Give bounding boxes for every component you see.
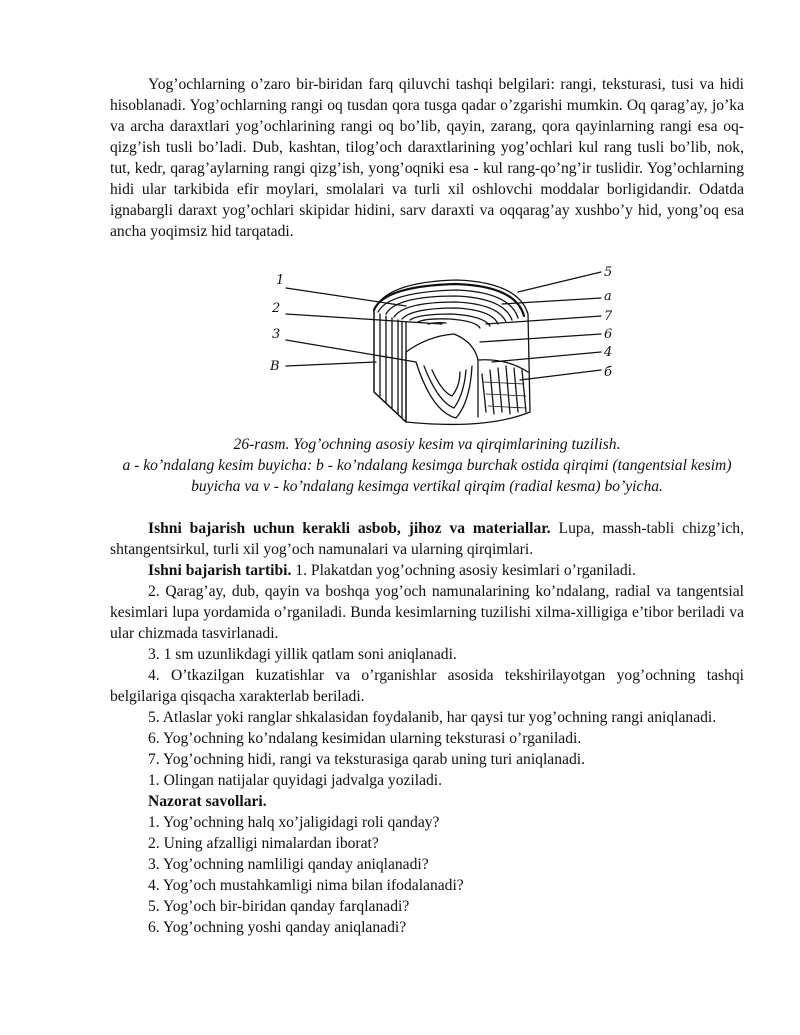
leader-line-3 xyxy=(286,340,416,362)
label-4: 4 xyxy=(604,345,613,360)
step-item: 5. Atlaslar yoki ranglar shkalasidan foydalanib, har qaysi tur yog’ochning rangi aniqlanadi. xyxy=(148,709,717,726)
question-item: 1. Yog’ochning halq xo’jaligidagi roli qanday? xyxy=(148,814,440,831)
figure-caption xyxy=(110,434,744,497)
step-item: 4. O’tkazilgan kuzatishlar va o’rganishlar asosida tekshirilayotgan yog’ochning tashqi belgilariga qisqacha xarakterlab beriladi. xyxy=(110,667,744,705)
tools-paragraph xyxy=(110,518,744,560)
tangential-cut xyxy=(406,334,478,417)
radial-face xyxy=(374,310,406,422)
question-item: 6. Yog’ochning yoshi qanday aniqlanadi? xyxy=(148,919,407,936)
leader-line-4 xyxy=(492,352,601,362)
caption-description: a - ko’ndalang kesim buyicha: b - ko’ndalang kesimga burchak ostida qirqimi (tangentsial kesim) buyicha va v - ko’ndalang kesimga vertikal qirqim (radial kesma) bo’yicha. xyxy=(122,457,732,495)
label-2: 2 xyxy=(272,301,281,316)
question-item: 5. Yog’och bir-biridan qanday farqlanadi? xyxy=(148,898,410,915)
label-5: 5 xyxy=(604,265,613,280)
order-heading: Ishni bajarish tartibi. xyxy=(148,562,292,579)
intro-section xyxy=(110,74,744,242)
label-6b: б xyxy=(604,365,612,380)
label-1: 1 xyxy=(276,273,285,288)
leader-line-6 xyxy=(480,334,601,342)
order-first-step: 1. Plakatdan yog’ochning asosiy kesimlari o’rganiladi. xyxy=(291,562,636,579)
label-b: B xyxy=(270,359,280,374)
leader-line-b xyxy=(286,362,376,366)
question-item: 3. Yog’ochning namliligi qanday aniqlanadi? xyxy=(148,856,429,873)
wood-cross-section-figure xyxy=(256,262,626,434)
procedure-section xyxy=(110,518,744,938)
leader-line-2 xyxy=(286,314,442,324)
question-item: 2. Uning afzalligi nimalardan iborat? xyxy=(148,835,379,852)
leader-line-5 xyxy=(518,272,601,292)
label-3: 3 xyxy=(272,327,281,342)
step-item: 3. 1 sm uzunlikdagi yillik qatlam soni aniqlanadi. xyxy=(148,646,457,663)
intro-paragraph: Yog’ochlarning o’zaro bir-biridan farq qiluvchi tashqi belgilari: rangi, teksturasi, tusi va hidi hisoblanadi. Yog’ochlarning rangi oq tusdan qora tusga qadar o’zgarishi mumkin. Oq qarag’ay, jo’ka va archa daraxtlari yog’ochlarining rangi oq bo’lib, qayin, zarang, qora qayinlarning rangi esa oq-qizg’ish tusli bo’ladi. Dub, kashtan, tilog’och daraxtlarining yog’ochlari kul rang tusli bo’lib, nok, tut, kedr, qarag’aylarning rangi qizg’ish, yong’oqniki esa - kul rang-qo’ng’ir tuslidir. Yog’ochlarning hidi ular tarkibida efir moylari, smolalari va turli xil oshlovchi moddalar borligidandir. Odatda ignabargli daraxt yog’ochlari skipidar hidini, sarv daraxti va oqqarag’ay xushbo’y hid, yong’oq esa ancha yoqimsiz hid tarqatadi. xyxy=(110,76,744,240)
leader-line-a xyxy=(502,298,601,304)
questions-heading-line xyxy=(110,791,744,812)
label-6: 6 xyxy=(604,327,613,342)
tools-text: Lupa, massh-tabli chizg’ich, shtangentsirkul, turli xil yog’och namunalari va ularning qirqimlari. xyxy=(110,520,744,558)
step-item: 7. Yog’ochning hidi, rangi va teksturasiga qarab uning turi aniqlanadi. xyxy=(148,751,585,768)
tools-heading: Ishni bajarish uchun kerakli asbob, jihoz va materiallar. xyxy=(148,520,551,537)
label-a: a xyxy=(604,289,612,304)
step-item: 2. Qarag’ay, dub, qayin va boshqa yog’och namunalarining ko’ndalang, radial va tangentsial kesimlari lupa yordamida o’rganiladi. Bunda kesimlarning tuzilishi xilma-xilligiga e’tibor beriladi va ular chizmada tasvirlanadi. xyxy=(110,583,744,642)
question-item: 4. Yog’och mustahkamligi nima bilan ifodalanadi? xyxy=(148,877,464,894)
leader-line-6b xyxy=(520,370,601,380)
step-item: 1. Olingan natijalar quyidagi jadvalga yoziladi. xyxy=(148,772,443,789)
label-7: 7 xyxy=(604,309,613,324)
step-item: 6. Yog’ochning ko’ndalang kesimidan ularning teksturasi o’rganiladi. xyxy=(148,730,582,747)
caption-title: 26-rasm. Yog’ochning asosiy kesim va qirqimlarining tuzilish. xyxy=(233,436,621,453)
questions-heading: Nazorat savollari. xyxy=(148,793,267,810)
order-paragraph xyxy=(110,560,744,581)
